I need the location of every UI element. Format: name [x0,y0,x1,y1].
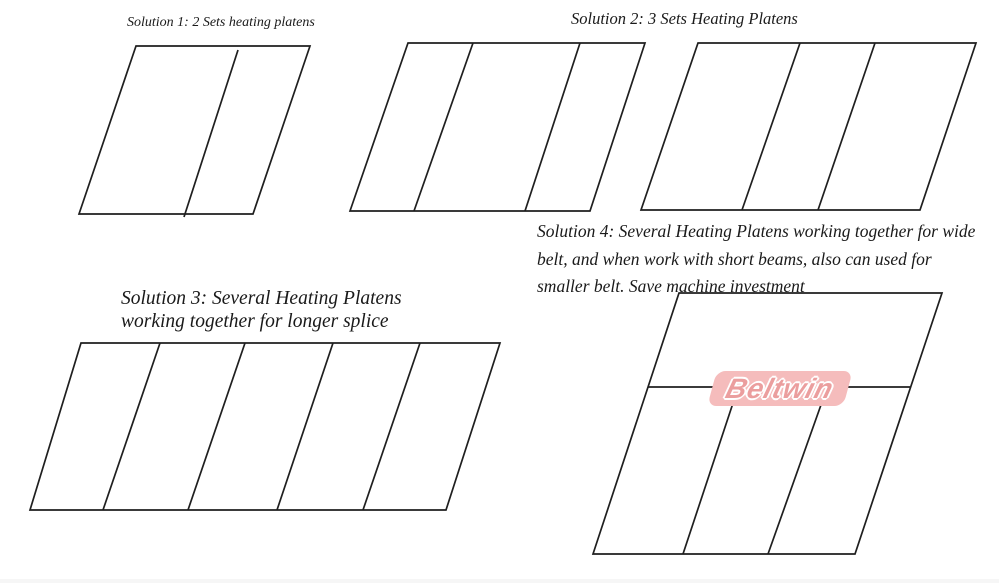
solution2-platens-left-divider-1 [414,43,473,211]
solution2-platens-right-outline [641,43,976,210]
solution2-platens-right-divider-1 [742,43,800,210]
solution3-label-line2: working together for longer splice [121,311,389,332]
solution4-platens-divider-3 [768,388,827,554]
solution2-platens-right [641,43,976,210]
solution1-label: Solution 1: 2 Sets heating platens [127,15,315,30]
solution4-label-line1: Solution 4: Several Heating Platens working together for wide [537,221,976,241]
solution3-platens [30,343,500,510]
solution2-platens-left [350,43,645,211]
solution1-platens-divider-1 [184,50,238,217]
solution4-label-line2: belt, and when work with short beams, also can used for [537,248,932,269]
solution2-label: Solution 2: 3 Sets Heating Platens [571,9,798,28]
solution3-platens-outline [30,343,500,510]
solution4-platens-outline [593,293,942,554]
solution3-platens-divider-2 [188,343,245,510]
solution3-platens-divider-4 [363,343,420,510]
solution4-label-line3: smaller belt. Save machine investment [537,276,805,296]
solution2-platens-left-outline [350,43,645,211]
solution3-platens-divider-3 [277,343,333,510]
solution2-platens-right-divider-2 [818,43,875,210]
solution1-platens [79,46,310,217]
solution1-platens-outline [79,46,310,214]
solution4-platens [593,293,942,554]
solution3-label [121,287,402,333]
bottom-edge-strip [0,579,999,583]
solution4-label [537,218,975,301]
beltwin-watermark-logo [707,371,852,406]
solution4-platens-divider-2 [683,388,738,554]
solution2-platens-left-divider-2 [525,43,580,211]
beltwin-watermark-text: Beltwin [722,372,838,404]
solution3-label-line1: Solution 3: Several Heating Platens [121,288,402,309]
solution3-platens-divider-1 [103,343,160,510]
